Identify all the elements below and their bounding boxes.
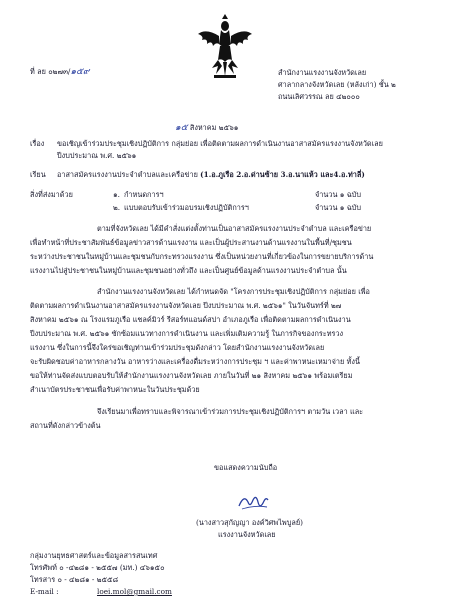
office-building: ศาลากลางจังหวัดเลย (หลังเก่า) ชั้น ๒ <box>278 80 396 89</box>
para1-line-2: เพื่อทำหน้าที่ประชาสัมพันธ์ข้อมูลข่าวสารด้านแรงงาน และเป็นผู้ประสานงานด้านแรงงานในพื้นที่/ชุมชน <box>30 238 352 247</box>
office-name: สำนักงานแรงงานจังหวัดเลย <box>278 68 367 77</box>
document-number-prefix: ที่ ลย ๐๒๗๓/ <box>30 67 71 76</box>
para1-line-3: ระหว่างประชาชนในหมู่บ้านและชุมชนกับกระทรวงแรงงาน ซึ่งเป็นหน่วยงานที่เกี่ยวข้องในการขยายบริการด้าน <box>30 252 374 261</box>
subject-label: เรื่อง <box>30 139 45 148</box>
para1-line-4: แรงงานไปสู่ประชาชนในหมู่บ้านและชุมชนอย่างทั่วถึง และเป็นศูนย์ข้อมูลด้านแรงงานประจำตำบล นั้น <box>30 266 347 275</box>
para3-line-1: จึงเรียนมาเพื่อทราบและพิจารณาเข้าร่วมการประชุมเชิงปฏิบัติการฯ ตามวัน เวลา และ <box>97 407 364 416</box>
letter-date <box>175 123 238 134</box>
para1-line-1: ตามที่จังหวัดเลย ได้มีคำสั่งแต่งตั้งท่านเป็นอาสาสมัครแรงงานประจำตำบล และเครือข่าย <box>97 224 372 233</box>
enclosure-2-name: แบบตอบรับเข้าร่วมอบรมเชิงปฏิบัติการฯ <box>124 203 249 212</box>
signer-title: แรงงานจังหวัดเลย <box>218 530 276 539</box>
recipient-line <box>57 170 365 179</box>
footer-fax: โทรสาร ๐ - ๔๒๘๑ - ๒๕๕๘ <box>30 575 119 584</box>
date-month-year: สิงหาคม ๒๕๖๑ <box>189 123 239 132</box>
para2-line-7: ขอให้ท่านจัดส่งแบบตอบรับให้สำนักงานแรงงานจังหวัดเลย ภายในวันที่ ๒๑ สิงหาคม ๒๕๖๑ พร้อมเตรียม <box>30 371 353 380</box>
enclosure-2-number: ๒. <box>113 203 121 212</box>
para2-line-1: สำนักงานแรงงานจังหวัดเลย ได้กำหนดจัด "โครงการประชุมเชิงปฏิบัติการ กลุ่มย่อย เพื่อ <box>97 287 370 296</box>
garuda-emblem-icon <box>196 14 254 80</box>
enclosure-2-quantity: จำนวน ๑ ฉบับ <box>315 203 361 212</box>
closing-regards: ขอแสดงความนับถือ <box>214 463 278 472</box>
enclosure-1-quantity: จำนวน ๑ ฉบับ <box>315 190 361 199</box>
para2-line-3: สิงหาคม ๒๕๖๑ ณ โรงแรมภูเรือ แชลค์มิวร์ รีสอร์ทแอนด์สปา อำเภอภูเรือ เพื่อติดตามผลการดำเนินงาน <box>30 315 351 324</box>
para2-line-4: ปีงบประมาณ พ.ศ. ๒๕๖๑ ซักซ้อมแนวทางการดำเนินงาน และเพิ่มเติมความรู้ ในภารกิจของกระทรวง <box>30 329 344 338</box>
document-number <box>30 67 90 78</box>
para2-line-5: แรงงาน ซึ่งในการนี้จึงใคร่ขอเชิญท่านเข้าร่วมประชุมดังกล่าว โดยสำนักงานแรงงานจังหวัดเลย <box>30 343 325 352</box>
recipient-text: อาสาสมัครแรงงานประจำตำบลและเครือข่าย <box>57 170 198 179</box>
footer-email-row <box>30 587 172 596</box>
footer-email-label: E-mail : <box>30 587 59 596</box>
footer-phone: โทรศัพท์ ๐ -๔๒๘๑ - ๒๕๕๗ (มท.) ๔๖๑๕๐ <box>30 563 165 572</box>
footer-email-link[interactable]: loei.mol@gmail.com <box>96 587 172 596</box>
para2-line-6: จะรับผิดชอบค่าอาหารกลางวัน อาหารว่างและเครื่องดื่มระหว่างการประชุม ฯ และค่าพาหนะเหมาจ่าย ทั้งนี้ <box>30 357 360 366</box>
recipient-label: เรียน <box>30 170 46 179</box>
office-street: ถนนเลิศวรรณ ลย ๔๒๐๐๐ <box>278 92 360 101</box>
footer-group: กลุ่มงานยุทธศาสตร์และข้อมูลสารสนเทศ <box>30 551 158 560</box>
signer-name: (นางสาวสุกัญญา องค์วิศพไพบูลย์) <box>196 518 303 527</box>
document-number-handwritten: ๑๕๙ <box>70 67 90 77</box>
enclosure-1-name: กำหนดการฯ <box>124 190 164 199</box>
para3-line-2: สถานที่ดังกล่าวข้างต้น <box>30 421 101 430</box>
subject-line-2: ปีงบประมาณ พ.ศ. ๒๕๖๑ <box>57 151 137 160</box>
enclosures-label: สิ่งที่ส่งมาด้วย <box>30 190 73 199</box>
subject-line-1: ขอเชิญเข้าร่วมประชุมเชิงปฏิบัติการ กลุ่มย่อย เพื่อติดตามผลการดำเนินงานอาสาสมัครแรงงานจังหวัดเลย <box>57 139 383 148</box>
para2-line-2: ติดตามผลการดำเนินงานอาสาสมัครแรงงานจังหวัดเลย ปีงบประมาณ พ.ศ. ๒๕๖๑" ในวันจันทร์ที่ ๒๗ <box>30 301 342 310</box>
date-day-handwritten: ๑๕ <box>175 123 188 133</box>
para2-line-8: สำเนาบัตรประชาชนเพื่อรับค่าพาหนะในวันประชุมด้วย <box>30 385 200 394</box>
recipient-districts: (1.อ.ภูเรือ 2.อ.ด่านซ้าย 3.อ.นาแห้ว และ4.อ.ท่าลี่) <box>200 170 365 179</box>
signature-icon <box>236 492 270 514</box>
enclosure-1-number: ๑. <box>113 190 120 199</box>
